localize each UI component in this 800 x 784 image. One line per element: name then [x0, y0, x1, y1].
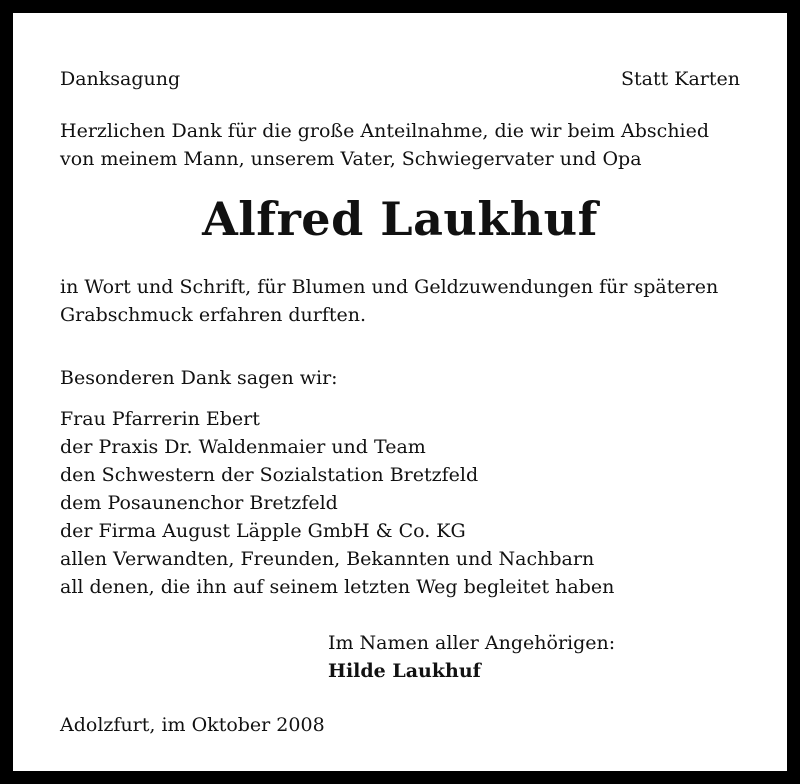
intro-line: von meinem Mann, unserem Vater, Schwiegervater und Opa — [60, 148, 642, 170]
list-item: der Praxis Dr. Waldenmaier und Team — [60, 436, 426, 458]
list-item: all denen, die ihn auf seinem letzten Weg begleitet haben — [60, 576, 615, 598]
list-item: allen Verwandten, Freunden, Bekannten und Nachbarn — [60, 548, 595, 570]
list-item: Frau Pfarrerin Ebert — [60, 408, 260, 430]
list-item: der Firma August Läpple GmbH & Co. KG — [60, 520, 466, 542]
notice-content — [60, 13, 740, 771]
intro-line: Herzlichen Dank für die große Anteilnahme, die wir beim Abschied — [60, 120, 710, 142]
place-date: Adolzfurt, im Oktober 2008 — [60, 714, 325, 736]
continuation-line: Grabschmuck erfahren durften. — [60, 304, 367, 326]
notice-header — [60, 65, 740, 93]
signature-block — [328, 629, 615, 685]
notice-type-label: Danksagung — [60, 68, 181, 90]
special-thanks-heading: Besonderen Dank sagen wir: — [60, 367, 338, 389]
continuation-paragraph — [60, 273, 718, 329]
signature-name: Hilde Laukhuf — [328, 660, 481, 682]
statt-karten-label: Statt Karten — [620, 68, 740, 90]
list-item: den Schwestern der Sozialstation Bretzfeld — [60, 464, 479, 486]
list-item: dem Posaunenchor Bretzfeld — [60, 492, 338, 514]
special-thanks-list — [60, 405, 614, 601]
intro-paragraph — [60, 117, 709, 173]
continuation-line: in Wort und Schrift, für Blumen und Geldzuwendungen für späteren — [60, 276, 719, 298]
deceased-name: Alfred Laukhuf — [202, 192, 598, 246]
signature-intro: Im Namen aller Angehörigen: — [328, 632, 616, 654]
